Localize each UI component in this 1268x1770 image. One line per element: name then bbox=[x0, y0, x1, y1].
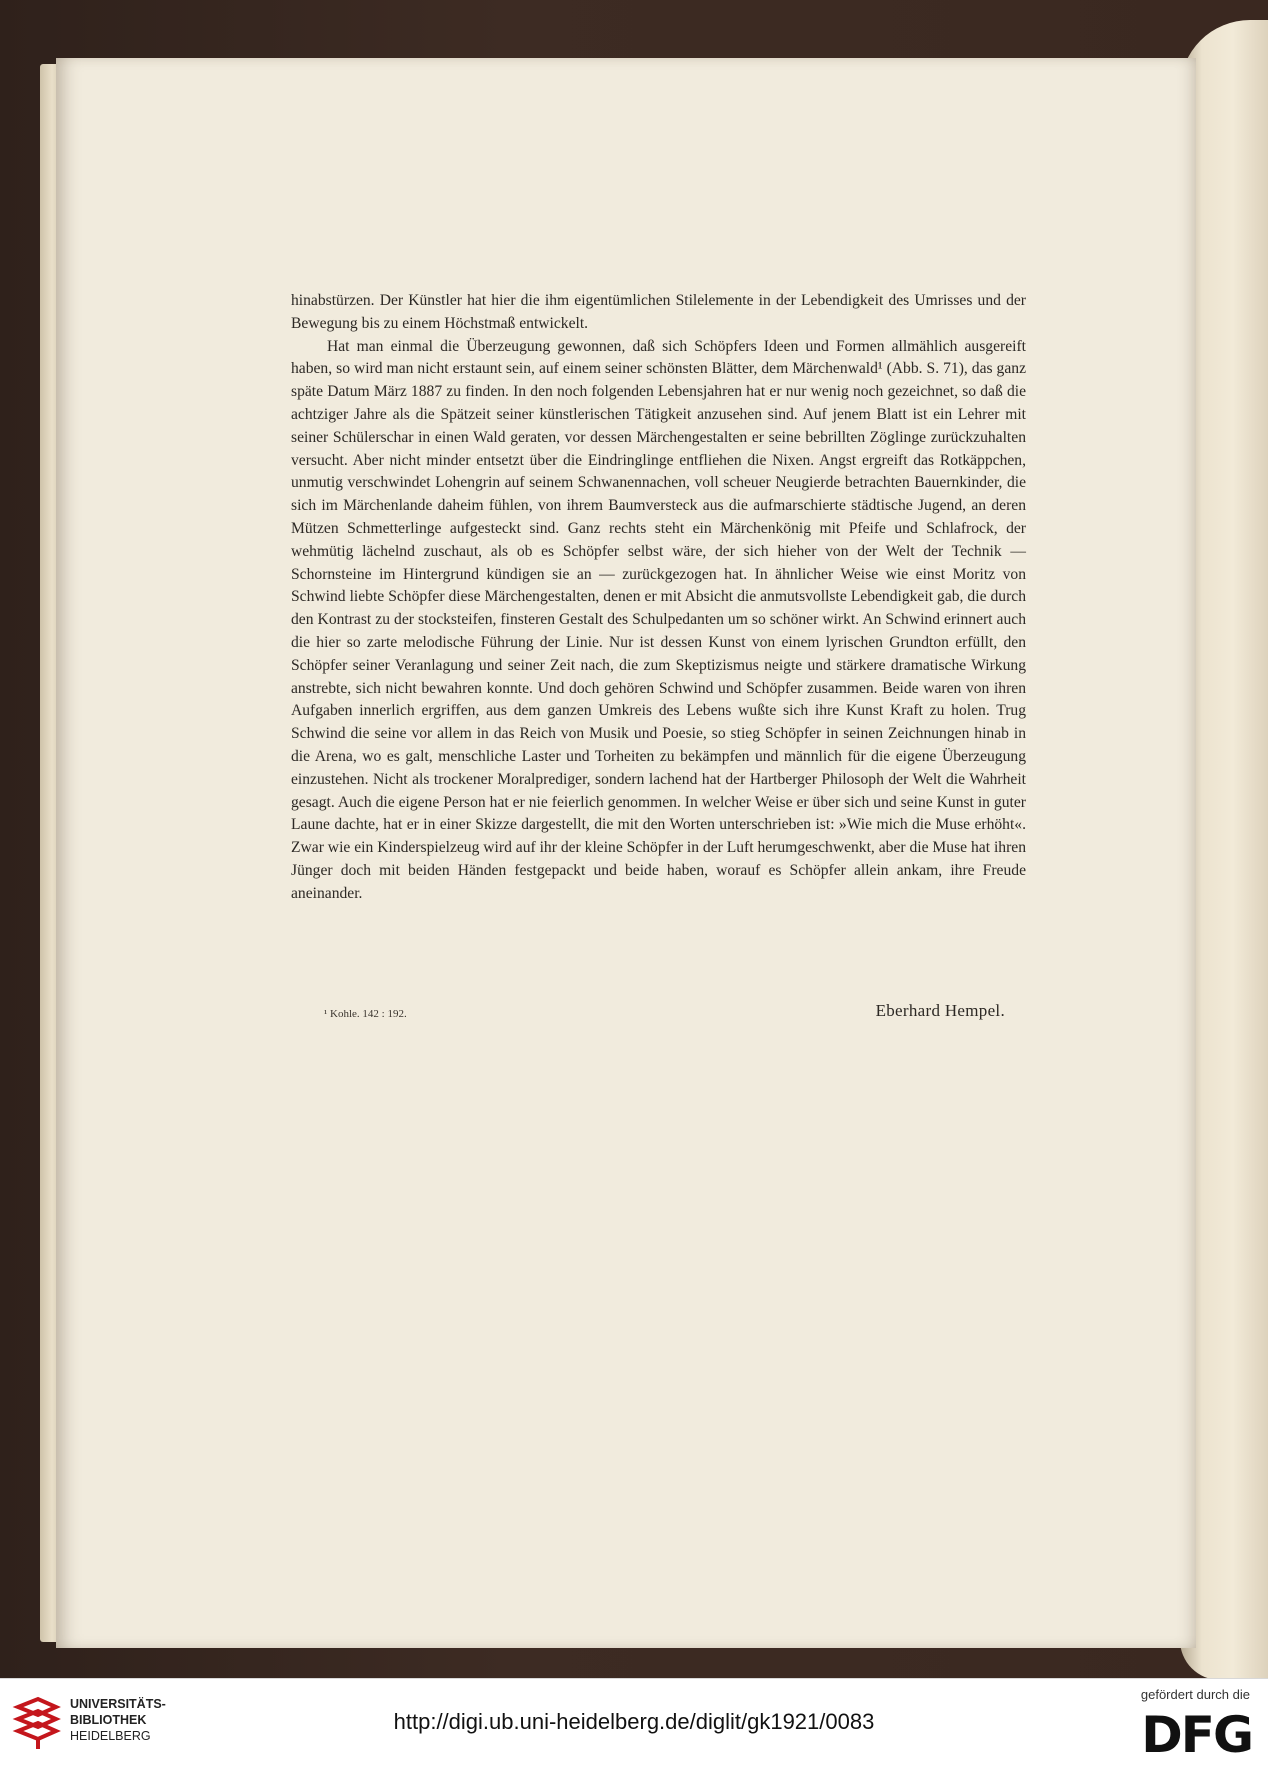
library-line-2: BIBLIOTHEK bbox=[70, 1713, 147, 1727]
library-line-3: HEIDELBERG bbox=[70, 1729, 151, 1743]
library-line-1: UNIVERSITÄTS- bbox=[70, 1697, 166, 1711]
dfg-logo-icon[interactable]: DFG bbox=[1141, 1706, 1252, 1764]
viewer-footer bbox=[0, 1678, 1268, 1770]
paragraph-2: Hat man einmal die Überzeugung gewonnen, daß sich Schöpfers Ideen und Formen allmählich ausgereift haben, so wird man nicht erstaunt sein, auf einem seiner schönsten Blätter, dem Märchenwald¹ (Abb. S. 71), das ganz späte Datum März 1887 zu finden. In den noch folgenden Lebensjahren hat er nur wenig noch gezeichnet, so daß die achtziger Jahre als die Spätzeit seiner künstlerischen Tätigkeit anzusehen sind. Auf jenem Blatt ist ein Lehrer mit seiner Schülerschar in einen Wald geraten, vor dessen Märchengestalten er seine bebrillten Zöglinge zurückzuhalten versucht. Aber nicht minder entsetzt über die Eindringlinge entfliehen die Nixen. Angst ergreift das Rotkäppchen, unmutig verschwindet Lohengrin auf seinem Schwanennachen, voll scheuer Neugierde betrachten Bauernkinder, die sich im Märchenlande daheim fühlen, von ihrem Baumversteck aus die aufmarschierte städtische Jugend, an deren Mützen Schmetterlinge aufgesteckt sind. Ganz rechts steht ein Märchenkönig mit Pfeife und Schlafrock, der wehmütig lächelnd zuschaut, als ob es Schöpfer selbst wäre, der sich hieher von der Welt der Technik — Schornsteine im Hintergrund kündigen sie an — zurückgezogen hat. In ähnlicher Weise wie einst Moritz von Schwind liebte Schöpfer diese Märchengestalten, denen er mit Absicht die anmutsvollste Lebendigkeit gab, die durch den Kontrast zu der stocksteifen, finsteren Gestalt des Schulpedanten um so schöner wirkt. An Schwind erinnert auch die hier so zarte melodische Führung der Linie. Nur ist dessen Kunst von einem lyrischen Grundton erfüllt, den Schöpfer seiner Veranlagung und seiner Zeit nach, die zum Skeptizismus neigte und stärkere dramatische Wirkung anstrebte, sich nicht bewahren konnte. Und doch gehören Schwind und Schöpfer zusammen. Beide waren von ihren Aufgaben innerlich ergriffen, aus dem ganzen Umkreis des Lebens wußte sich ihre Kunst Kraft zu holen. Trug Schwind die seine vor allem in das Reich von Musik und Poesie, so stieg Schöpfer in seinen Zeichnungen hinab in die Arena, wo es galt, menschliche Laster und Torheiten zu bekämpfen und männlich für die eigene Überzeugung einzustehen. Nicht als trockener Moralprediger, sondern lachend hat der Hartberger Philosoph der Welt die Wahrheit gesagt. Auch die eigene Person hat er nie feierlich genommen. In welcher Weise er über sich und seine Kunst in guter Laune dachte, hat er in einer Skizze dargestellt, die mit den Worten unterschrieben ist: »Wie mich die Muse erhöht«. Zwar wie ein Kinderspielzeug wird auf ihr der kleine Schöpfer in der Luft herumgeschwenkt, aber die Muse hat ihren Jünger doch mit beiden Händen festgepackt und beide haben, worauf es Schöpfer allein ankam, ihre Freude aneinander. bbox=[291, 337, 1026, 902]
funding-caption: gefördert durch die bbox=[1140, 1687, 1250, 1702]
footnote: ¹ Kohle. 142 : 192. bbox=[324, 1008, 407, 1020]
permalink-url[interactable]: http://digi.ub.uni-heidelberg.de/diglit/gk1921/0083 bbox=[393, 1709, 875, 1734]
author-signature: Eberhard Hempel. bbox=[875, 1001, 1005, 1020]
body-text bbox=[291, 290, 1026, 906]
paragraph-1: hinabstürzen. Der Künstler hat hier die ihm eigentümlichen Stilelemente in der Lebendigkeit des Umrisses und der Bewegung bis zu einem Höchstmaß entwickelt. bbox=[291, 292, 1026, 332]
book-page bbox=[56, 58, 1196, 1648]
